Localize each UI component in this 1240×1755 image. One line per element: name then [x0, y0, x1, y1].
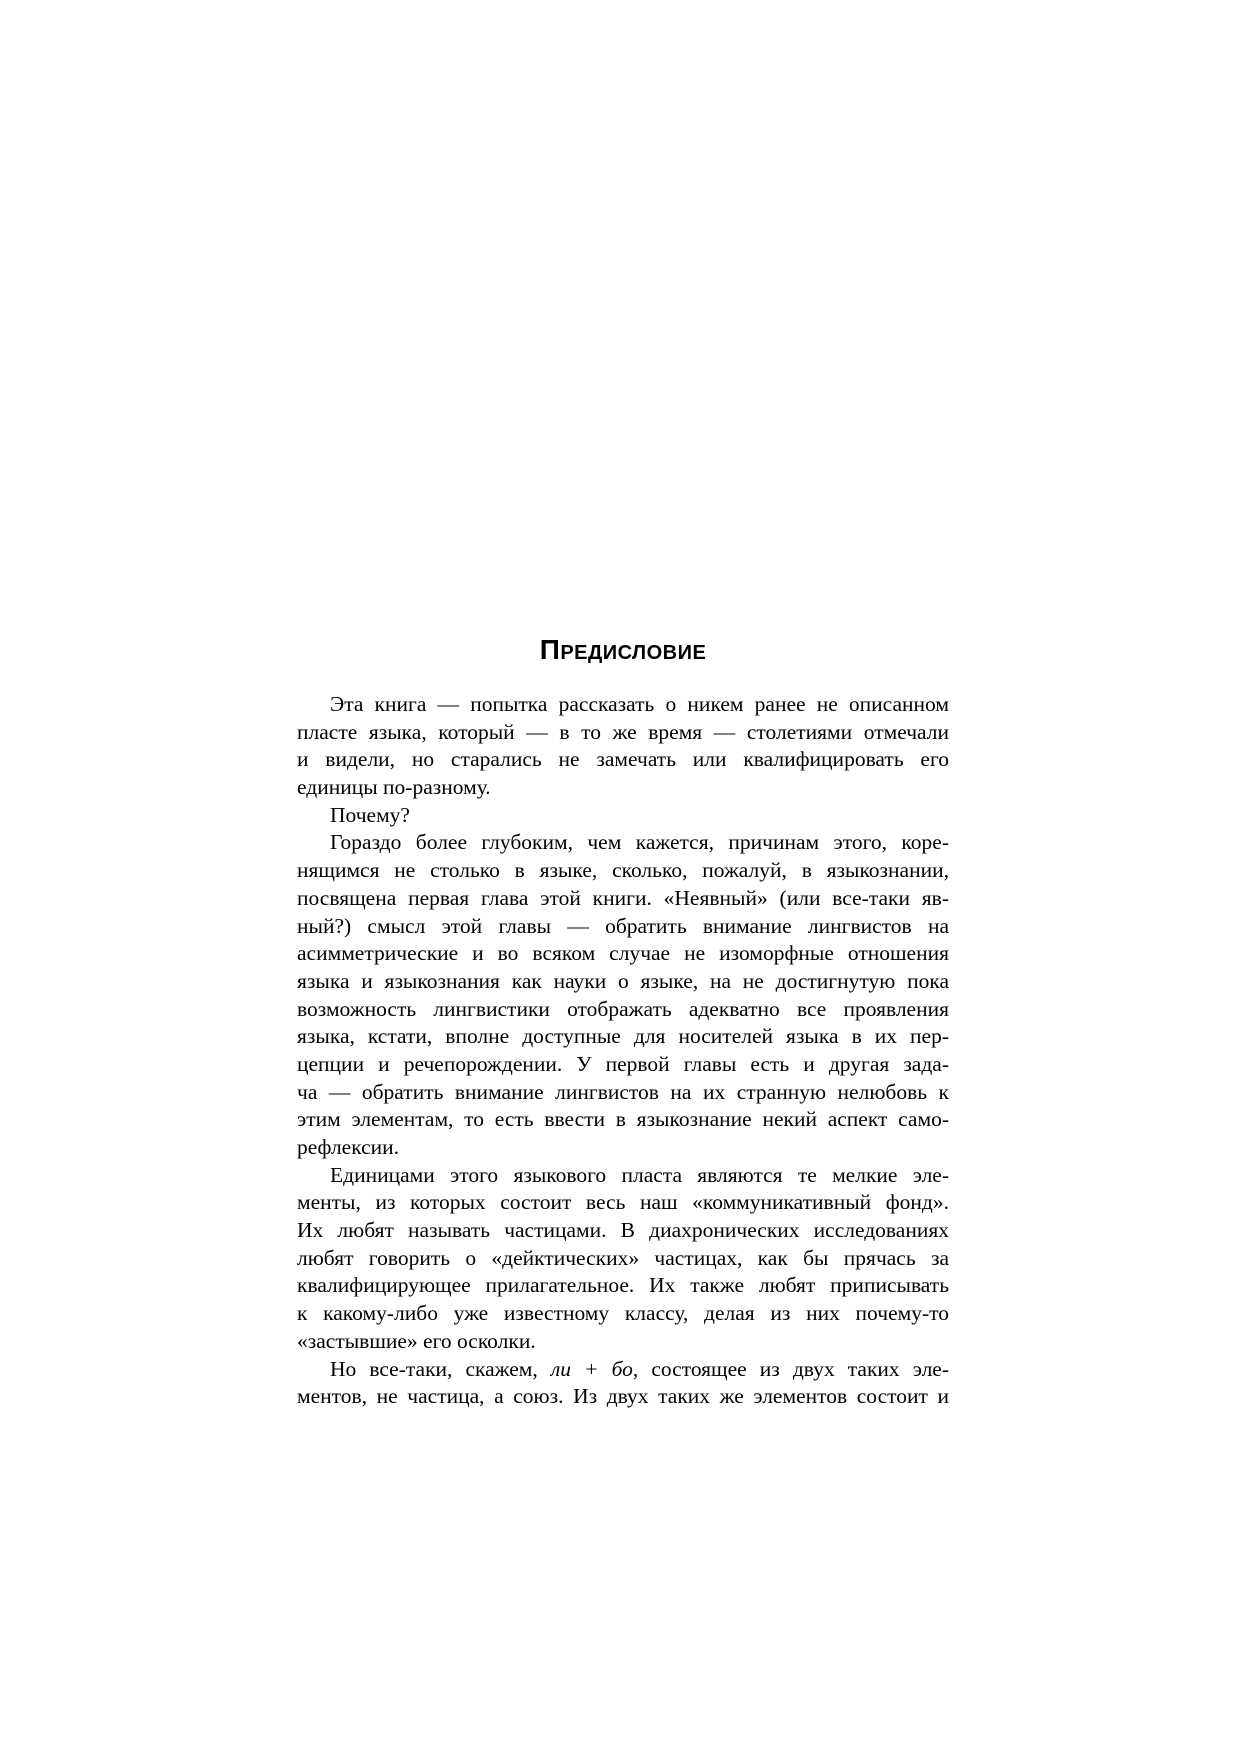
text-line: ный?) смысл этой главы — обратить внимание лингвистов на — [297, 913, 949, 938]
paragraph — [297, 829, 949, 1161]
body-text — [297, 691, 949, 1411]
text-line: единицы по-разному. — [297, 775, 491, 800]
text-line: цепции и речепорождении. У первой главы есть и другая зада- — [297, 1051, 949, 1076]
text-line — [297, 1356, 949, 1384]
text-line: Почему? — [330, 802, 410, 827]
text-line: и видели, но старались не замечать или квалифицировать его — [297, 747, 949, 772]
text-line: Гораздо более глубоким, чем кажется, причинам этого, коре- — [330, 830, 949, 855]
text-line: квалифицирующее прилагательное. Их также любят приписывать — [297, 1273, 949, 1298]
text-line: ча — обратить внимание лингвистов на их странную нелюбовь к — [297, 1079, 949, 1104]
paragraph — [297, 1162, 949, 1356]
text-line: этим элементам, то есть ввести в языкознание некий аспект само- — [297, 1107, 949, 1132]
paragraph — [297, 802, 949, 830]
text-line: «застывшие» его осколки. — [297, 1328, 536, 1353]
text-segment: Но все-таки, скажем, — [330, 1356, 551, 1381]
paragraph — [297, 691, 949, 802]
text-line: языка и языкознания как науки о языке, на не достигнутую пока — [297, 968, 949, 993]
text-segment: , состоящее из двух таких эле- — [632, 1356, 949, 1381]
paragraph — [297, 1356, 949, 1411]
text-line: рефлексии. — [297, 1135, 400, 1159]
text-line: Их любят называть частицами. В диахронических исследованиях — [297, 1218, 949, 1243]
italic-example: ли + бо — [550, 1356, 633, 1381]
text-line: нящимся не столько в языке, сколько, пожалуй, в языкознании, — [297, 858, 949, 883]
text-line: менты, из которых состоит весь наш «коммуникативный фонд». — [297, 1190, 949, 1215]
text-line: пласте языка, который — в то же время — столетиями отмечали — [297, 719, 949, 744]
chapter-title: Предисловие — [539, 634, 707, 665]
text-line: возможность лингвистики отображать адекватно все проявления — [297, 996, 949, 1021]
text-line: ментов, не частица, а союз. Из двух таких же элементов состоит и — [297, 1384, 949, 1409]
text-line: Единицами этого языкового пласта являются те мелкие эле- — [330, 1162, 949, 1187]
text-line: языка, кстати, вполне доступные для носителей языка в их пер- — [297, 1024, 949, 1049]
text-line: посвящена первая глава этой книги. «Неявный» (или все-таки яв- — [297, 885, 949, 910]
text-line: асимметрические и во всяком случае не изоморфные отношения — [297, 941, 949, 966]
text-line: Эта книга — попытка рассказать о никем ранее не описанном — [330, 692, 949, 716]
text-line: любят говорить о «дейктических» частицах, как бы прячась за — [297, 1245, 949, 1270]
text-line: к какому-либо уже известному классу, делая из них почему-то — [297, 1301, 949, 1326]
